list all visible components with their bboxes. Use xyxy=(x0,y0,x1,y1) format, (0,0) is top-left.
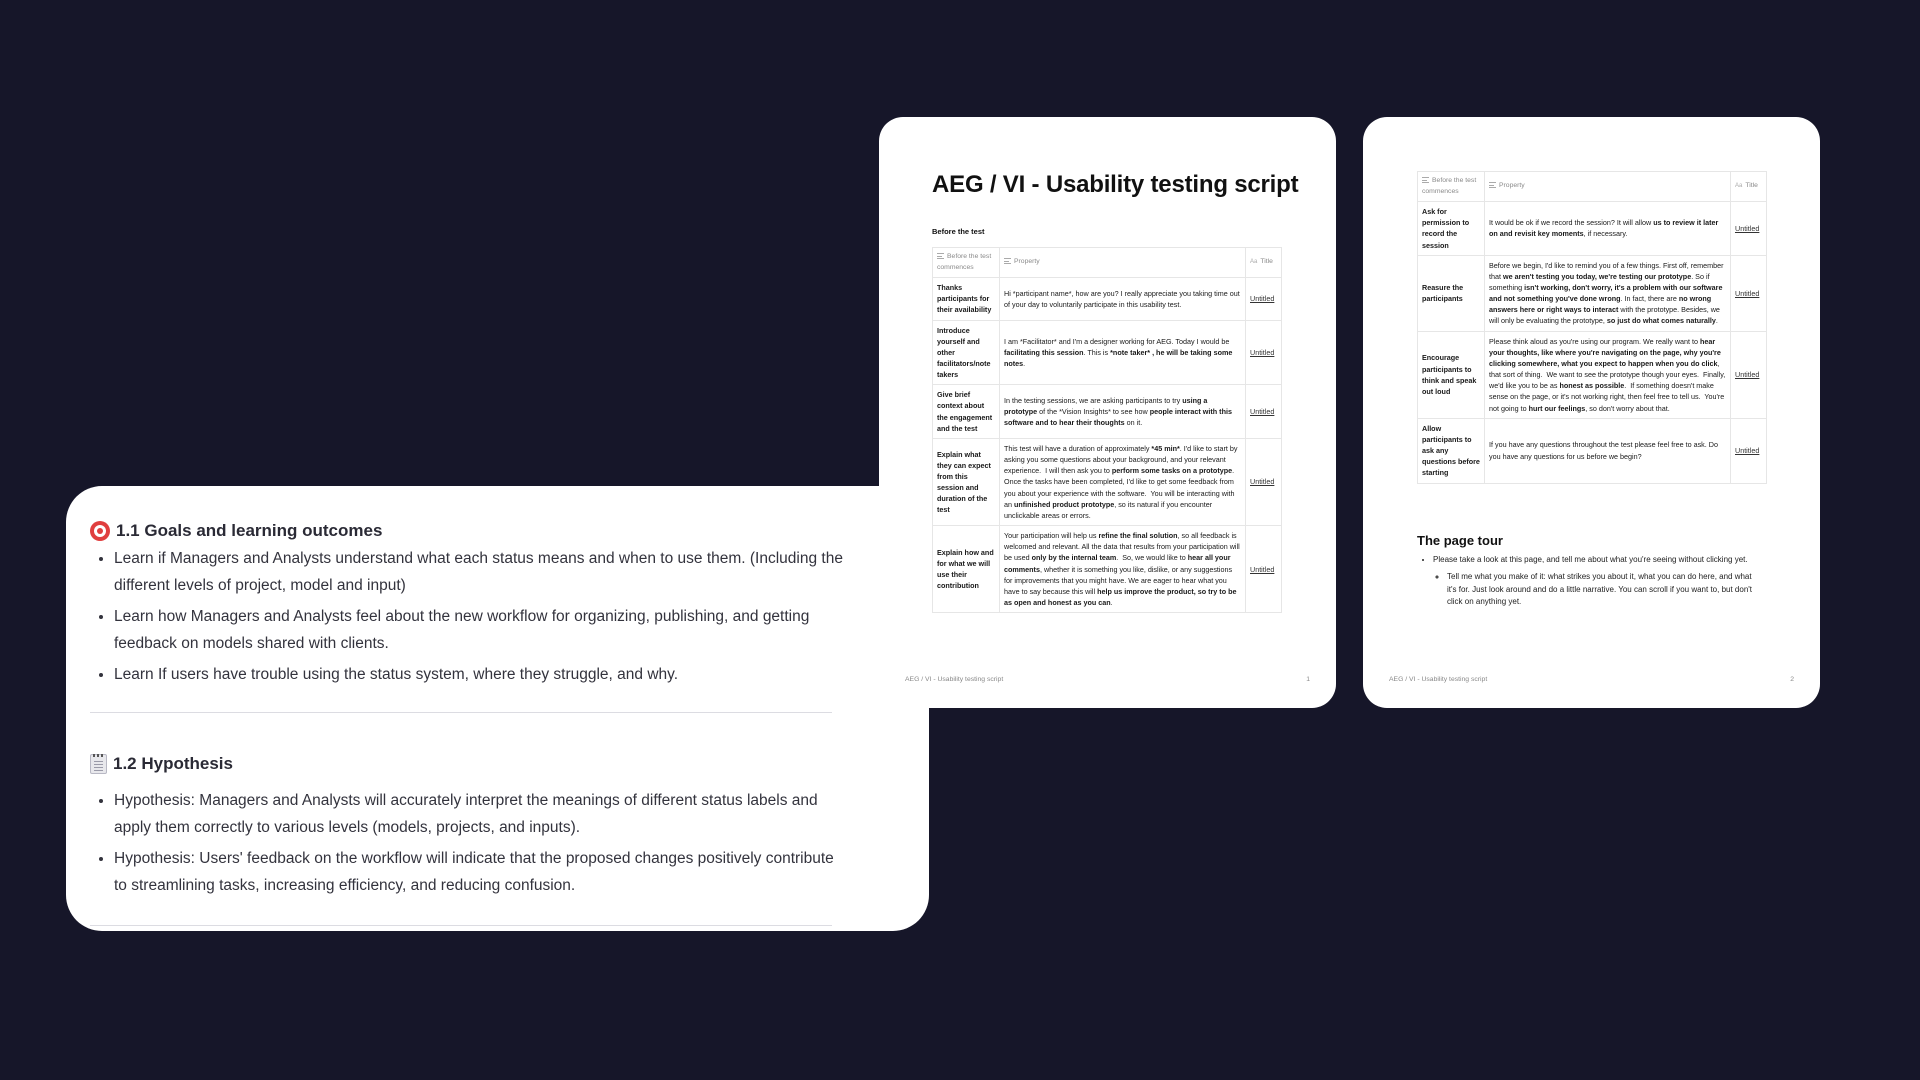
row-script: Your participation will help us refine the final solution, so all feedback is welcomed and relevant. All the data that results from your participation will be used only by the internal team. So, we would like to hear all your comments, whether it is something you like, dislike, or any suggestions for improvements that you might have. We are eager to hear what you have to say because this will help us improve the product, so try to be as open and honest as you can. xyxy=(1000,526,1246,613)
row-step: Encourage participants to think and speak out loud xyxy=(1418,331,1485,418)
text-type-icon: Aa xyxy=(1250,259,1258,266)
list-item: • Hypothesis: Users' feedback on the workflow will indicate that the proposed changes positively contribute to streamlining tasks, increasing efficiency, and reducing confusion. xyxy=(114,845,844,899)
row-title-link[interactable]: Untitled xyxy=(1246,526,1282,613)
page-footer-title: AEG / VI - Usability testing script xyxy=(905,676,1004,683)
column-header-title: Aa Title xyxy=(1731,172,1767,202)
row-script: In the testing sessions, we are asking participants to try using a prototype of the *Vision Insights* to see how people interact with this software and to hear their thoughts on it. xyxy=(1000,385,1246,439)
column-header-property: Property xyxy=(1000,248,1246,278)
document-page-1 xyxy=(879,117,1336,708)
row-script: If you have any questions throughout the test please feel free to ask. Do you have any questions for us before we begin? xyxy=(1485,418,1731,483)
column-header-title: Aa Title xyxy=(1246,248,1282,278)
list-item: • Learn if Managers and Analysts understand what each status means and when to use them. (Including the different levels of project, model and input) xyxy=(114,545,844,599)
table-row xyxy=(933,320,1282,385)
table-row xyxy=(933,438,1282,525)
row-step: Ask for permission to record the session xyxy=(1418,202,1485,256)
column-header-question: Before the test commences xyxy=(1418,172,1485,202)
list-item: ◦ Tell me what you make of it: what strikes you about it, what you can do here, and what it's for. Just look around and do a little narrative. You can scroll if you want to, but don't click on anything yet. xyxy=(1447,571,1763,609)
document-page-2 xyxy=(1363,117,1820,708)
notepad-icon xyxy=(90,754,107,774)
goals-list xyxy=(114,545,844,692)
script-table xyxy=(932,247,1282,613)
row-title-link[interactable]: Untitled xyxy=(1246,438,1282,525)
row-step: Give brief context about the engagement and the test xyxy=(933,385,1000,439)
hypothesis-heading: 1.2 Hypothesis xyxy=(90,754,233,774)
row-script: Before we begin, I'd like to remind you of a few things. First off, remember that we aren't testing you today, we're testing our prototype. So if something isn't working, don't worry, it's a problem with our software and not something you've done wrong. In fact, there are no wrong answers here or right ways to interact with the prototype. Besides, we will only be evaluating the prototype, so just do what comes naturally. xyxy=(1485,255,1731,331)
table-row xyxy=(933,385,1282,439)
script-table xyxy=(1417,171,1767,484)
text-lines-icon xyxy=(937,253,944,259)
section-label: Before the test xyxy=(932,227,985,236)
table-row xyxy=(1418,255,1767,331)
row-script: Please think aloud as you're using our program. We really want to hear your thoughts, like where you're navigating on the page, why you're clicking somewhere, what you expect to happen when you do click, that sort of thing. We want to see the prototype though your eyes. Finally, we'd like you to be as honest as possible. If something doesn't make sense on the page, or it's not working right, then feel free to tell us. You're not going to hurt our feelings, so don't worry about that. xyxy=(1485,331,1731,418)
page-number: 2 xyxy=(1790,676,1794,683)
table-header-row xyxy=(1418,172,1767,202)
table-row xyxy=(1418,418,1767,483)
text-lines-icon xyxy=(1422,177,1429,183)
row-step: Thanks participants for their availability xyxy=(933,278,1000,320)
row-script: This test will have a duration of approximately *45 min*. I'd like to start by asking you some questions about your background, and your relevant experience. I will then ask you to perform some tasks on a prototype. Once the tasks have been completed, I'd like to get some feedback from you about your experience with the software. You will be interacting with an unfinished product prototype, so its natural if you encounter unclickable areas or errors. xyxy=(1000,438,1246,525)
table-header-row xyxy=(933,248,1282,278)
text-lines-icon xyxy=(1004,258,1011,264)
page-number: 1 xyxy=(1306,676,1310,683)
page-tour-heading: The page tour xyxy=(1417,533,1503,548)
row-step: Reasure the participants xyxy=(1418,255,1485,331)
text-type-icon: Aa xyxy=(1735,183,1743,190)
row-title-link[interactable]: Untitled xyxy=(1246,385,1282,439)
page-footer-title: AEG / VI - Usability testing script xyxy=(1389,676,1488,683)
goals-heading: 1.1 Goals and learning outcomes xyxy=(90,521,382,541)
row-title-link[interactable]: Untitled xyxy=(1246,278,1282,320)
row-title-link[interactable]: Untitled xyxy=(1731,331,1767,418)
row-title-link[interactable]: Untitled xyxy=(1246,320,1282,385)
list-item: • Learn how Managers and Analysts feel about the new workflow for organizing, publishing, and getting feedback on models shared with clients. xyxy=(114,603,844,657)
target-icon xyxy=(90,521,110,541)
row-script: It would be ok if we record the session? It will allow us to review it later on and revisit key moments, if necessary. xyxy=(1485,202,1731,256)
table-row xyxy=(933,278,1282,320)
row-step: Explain how and for what we will use their contribution xyxy=(933,526,1000,613)
hypothesis-list xyxy=(114,787,844,903)
row-title-link[interactable]: Untitled xyxy=(1731,255,1767,331)
column-header-property: Property xyxy=(1485,172,1731,202)
row-script: Hi *participant name*, how are you? I really appreciate you taking time out of your day to voluntarily participate in this usability test. xyxy=(1000,278,1246,320)
goals-card xyxy=(66,486,929,931)
page-tour-list xyxy=(1423,554,1763,609)
list-item: • Learn If users have trouble using the status system, where they struggle, and why. xyxy=(114,661,844,688)
divider xyxy=(90,925,832,926)
row-script: I am *Facilitator* and I'm a designer working for AEG. Today I would be facilitating this session. This is *note taker* , he will be taking some notes. xyxy=(1000,320,1246,385)
divider xyxy=(90,712,832,713)
text-lines-icon xyxy=(1489,182,1496,188)
row-title-link[interactable]: Untitled xyxy=(1731,202,1767,256)
row-step: Explain what they can expect from this session and duration of the test xyxy=(933,438,1000,525)
row-step: Introduce yourself and other facilitators/note takers xyxy=(933,320,1000,385)
page-tour-sublist xyxy=(1437,571,1763,609)
table-row xyxy=(933,526,1282,613)
column-header-question: Before the test commences xyxy=(933,248,1000,278)
row-step: Allow participants to ask any questions before starting xyxy=(1418,418,1485,483)
document-title: AEG / VI - Usability testing script xyxy=(932,171,1299,198)
list-item: • Please take a look at this page, and tell me about what you're seeing without clicking yet. ◦ Tell me what you make of it: what strikes you about it, what you can do here, and what it's for. Just look around and do a little narrative. You can scroll if you want to, but don't click on anything yet. xyxy=(1433,554,1763,609)
table-row xyxy=(1418,202,1767,256)
list-item: • Hypothesis: Managers and Analysts will accurately interpret the meanings of different status labels and apply them correctly to various levels (models, projects, and inputs). xyxy=(114,787,844,841)
table-row xyxy=(1418,331,1767,418)
row-title-link[interactable]: Untitled xyxy=(1731,418,1767,483)
